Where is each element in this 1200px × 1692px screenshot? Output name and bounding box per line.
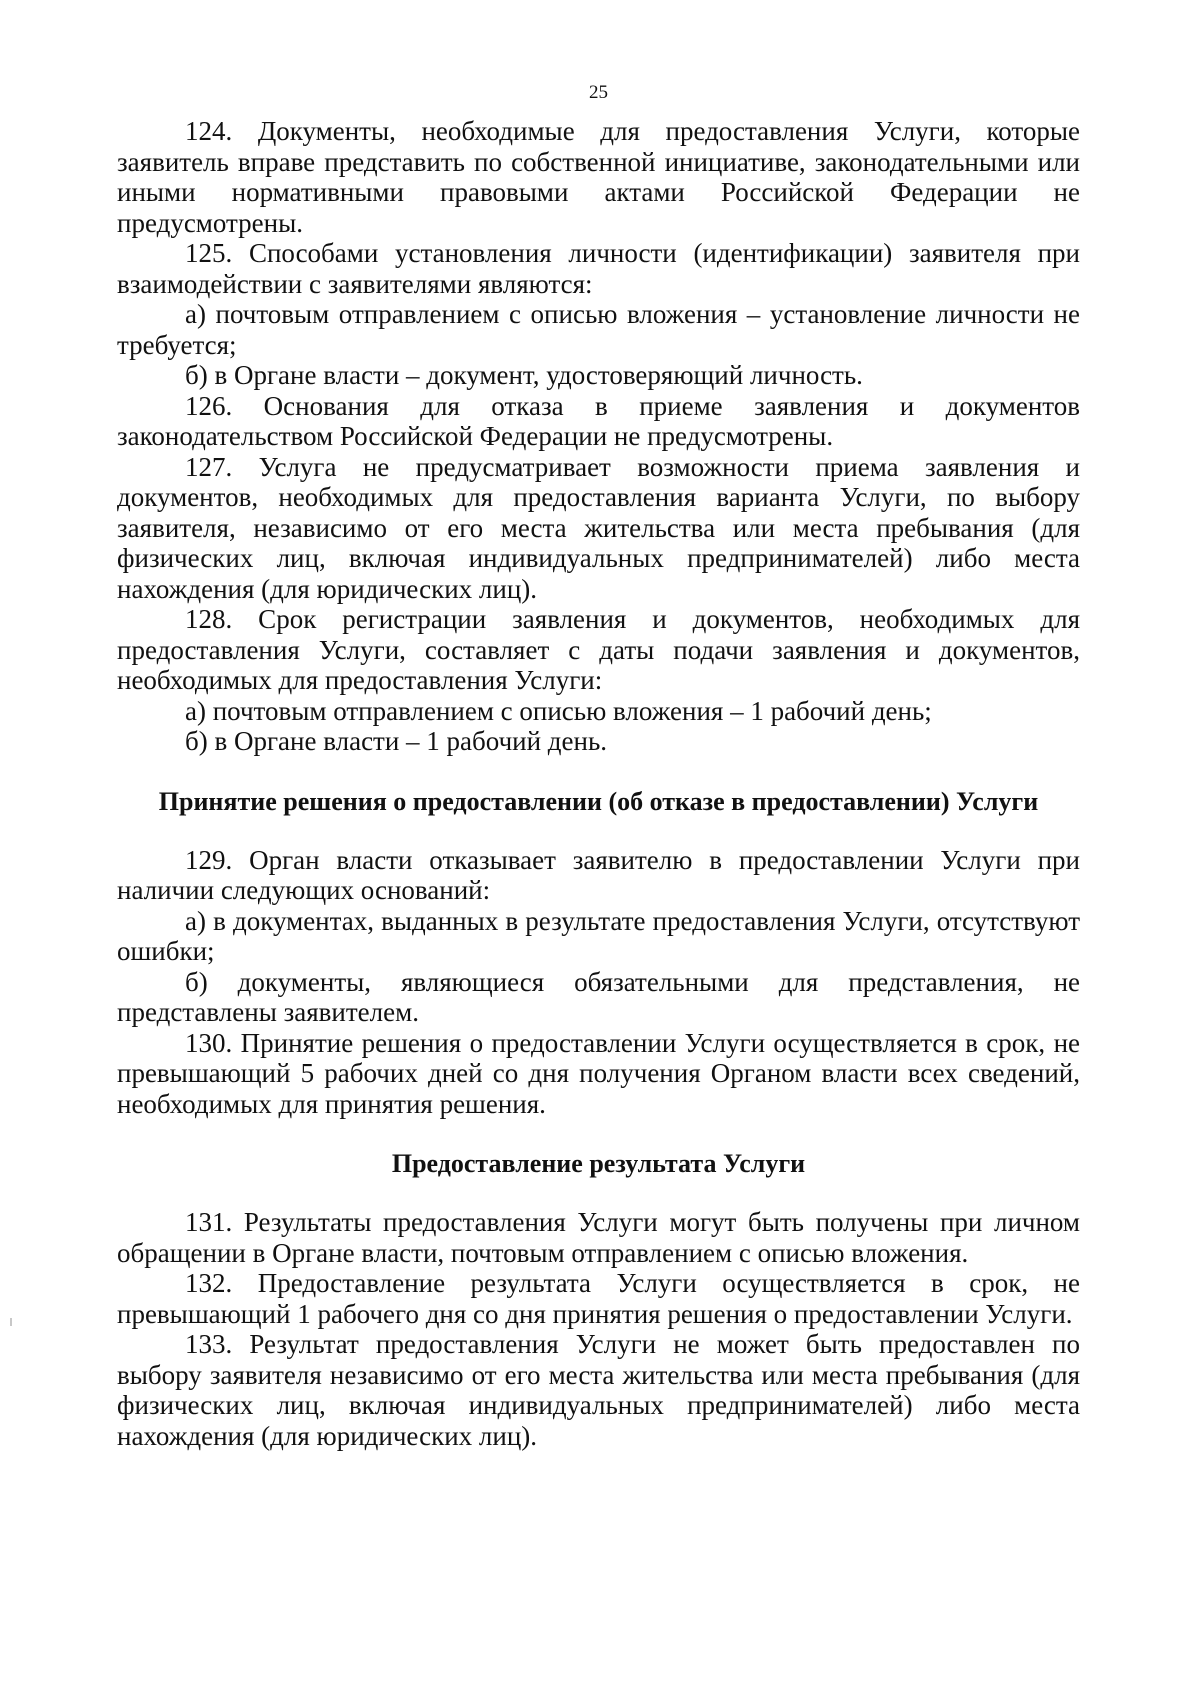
paragraph-128: 128. Срок регистрации заявления и документов, необходимых для предоставления Услуги, составляет с даты подачи заявления и документов, необходимых для предоставления Услуги: [117,604,1080,695]
paragraph-130: 130. Принятие решения о предоставлении Услуги осуществляется в срок, не превышающий 5 рабочих дней со дня получения Органом власти всех сведений, необходимых для принятия решения. [117,1027,1080,1119]
paragraph-127: 127. Услуга не предусматривает возможности приема заявления и документов, необходимых для предоставления варианта Услуги, по выбору заявителя, независимо от его места жительства или места пребывания (для физических лиц, включая индивидуальных предпринимателей) либо места нахождения (для юридических лиц). [117,451,1080,604]
paragraph-126: 126. Основания для отказа в приеме заявления и документов законодательством Российской Федерации не предусмотрены. [117,390,1080,451]
paragraph-132: 132. Предоставление результата Услуги осуществляется в срок, не превышающий 1 рабочего дня со дня принятия решения о предоставлении Услуги. [117,1268,1080,1329]
paragraph-125-b: б) в Органе власти – документ, удостоверяющий личность. [185,360,863,390]
paragraph-129: 129. Орган власти отказывает заявителю в предоставлении Услуги при наличии следующих оснований: [117,844,1080,905]
paragraph-128-a: а) почтовым отправлением с описью вложения – 1 рабочий день; [185,695,932,726]
document-page [117,70,1080,1451]
paragraph-125: 125. Способами установления личности (идентификации) заявителя при взаимодействии с заявителями являются: [117,238,1080,299]
paragraph-131: 131. Результаты предоставления Услуги могут быть получены при личном обращении в Органе власти, почтовым отправлением с описью вложения. [117,1207,1080,1268]
scan-speck [10,1318,12,1326]
section-heading-decision: Принятие решения о предоставлении (об отказе в предоставлении) Услуги [158,786,1039,816]
page-number: 25 [589,82,608,103]
paragraph-129-b: б) документы, являющиеся обязательными для представления, не представлены заявителем. [117,966,1080,1027]
paragraph-133: 133. Результат предоставления Услуги не может быть предоставлен по выбору заявителя независимо от его места жительства или места пребывания (для физических лиц, включая индивидуальных предпринимателей) либо места нахождения (для юридических лиц). [117,1329,1080,1451]
paragraph-125-a: а) почтовым отправлением с описью вложения – установление личности не требуется; [117,299,1080,360]
paragraph-129-a: а) в документах, выданных в результате предоставления Услуги, отсутствуют ошибки; [117,905,1080,966]
section-heading-result: Предоставление результата Услуги [391,1149,806,1178]
paragraph-124: 124. Документы, необходимые для предоставления Услуги, которые заявитель вправе представить по собственной инициативе, законодательными или иными нормативными правовыми актами Российской Федерации не предусмотрены. [117,116,1080,238]
paragraph-128-b: б) в Органе власти – 1 рабочий день. [185,726,608,756]
